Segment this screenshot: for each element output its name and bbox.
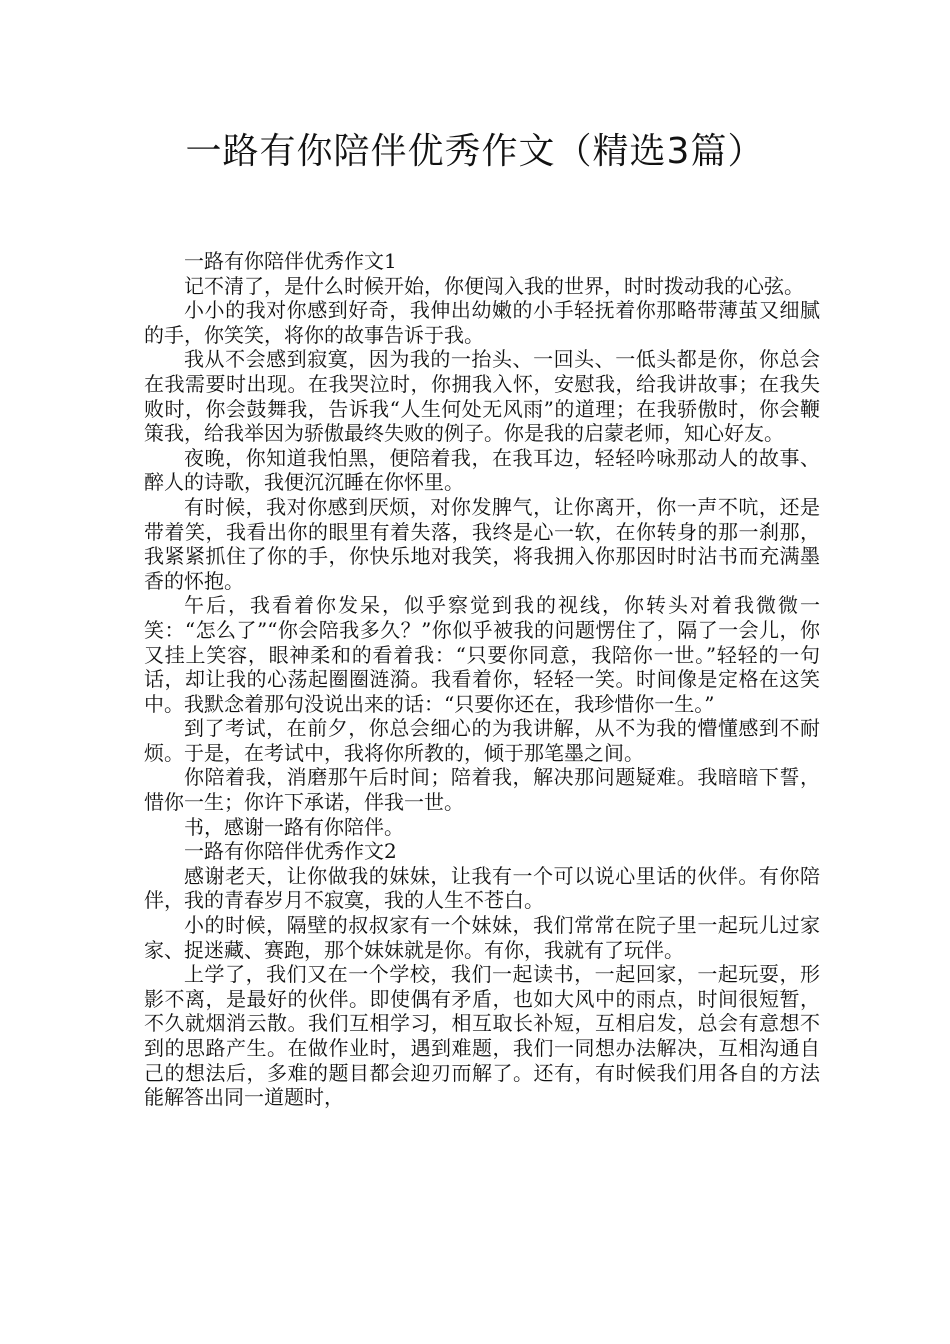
paragraph: 感谢老天，让你做我的妹妹，让我有一个可以说心里话的伙伴。有你陪伴，我的青春岁月不寂寞，我的人生不苍白。 <box>144 863 820 913</box>
essay-heading-1: 一路有你陪伴优秀作文1 <box>184 249 397 273</box>
paragraph: 小小的我对你感到好奇，我伸出幼嫩的小手轻抚着你那略带薄茧又细腻的手，你笑笑，将你的故事告诉于我。 <box>144 298 820 347</box>
paragraph: 到了考试，在前夕，你总会细心的为我讲解，从不为我的懵懂感到不耐烦。于是，在考试中，我将你所教的，倾于那笔墨之间。 <box>144 716 820 765</box>
essay-heading-2: 一路有你陪伴优秀作文2 <box>184 839 397 864</box>
paragraph: 小的时候，隔壁的叔叔家有一个妹妹，我们常常在院子里一起玩儿过家家、捉迷藏、赛跑，那个妹妹就是你。有你，我就有了玩伴。 <box>144 913 820 962</box>
document-body <box>144 249 820 1110</box>
paragraph: 有时候，我对你感到厌烦，对你发脾气，让你离开，你一声不吭，还是带着笑，我看出你的眼里有着失落，我终是心一软，在你转身的那一刹那，我紧紧抓住了你的手，你快乐地对我笑，将我拥入你那因时时沾书而充满墨香的怀抱。 <box>144 494 820 593</box>
document-title: 一路有你陪伴优秀作文（精选3篇） <box>185 131 765 172</box>
paragraph: 夜晚，你知道我怕黑，便陪着我，在我耳边，轻轻吟咏那动人的故事、醉人的诗歌，我便沉沉睡在你怀里。 <box>144 445 820 495</box>
paragraph: 我从不会感到寂寞，因为我的一抬头、一回头、一低头都是你，你总会在我需要时出现。在我哭泣时，你拥我入怀，安慰我，给我讲故事；在我失败时，你会鼓舞我，告诉我“人生何处无风雨”的道理；在我骄傲时，你会鞭策我，给我举因为骄傲最终失败的例子。你是我的启蒙老师，知心好友。 <box>144 347 820 446</box>
paragraph: 上学了，我们又在一个学校，我们一起读书，一起回家，一起玩耍，形影不离，是最好的伙伴。即使偶有矛盾，也如大风中的雨点，时间很短暂，不久就烟消云散。我们互相学习，相互取长补短，互相启发，总会有意想不到的思路产生。在做作业时，遇到难题，我们一同想办法解决，互相沟通自己的想法后，多难的题目都会迎刃而解了。还有，有时候我们用各自的方法能解答出同一道题时， <box>144 962 820 1110</box>
paragraph: 你陪着我，消磨那午后时间；陪着我，解决那问题疑难。我暗暗下誓，惜你一生；你许下承诺，伴我一世。 <box>144 765 820 815</box>
paragraph: 记不清了，是什么时候开始，你便闯入我的世界，时时拨动我的心弦。 <box>184 273 804 298</box>
paragraph: 午后，我看着你发呆，似乎察觉到我的视线，你转头对着我微微一笑：“怎么了”“你会陪我多久？”你似乎被我的问题愣住了，隔了一会儿，你又挂上笑容，眼神柔和的看着我：“只要你同意，我陪你一世。”轻轻的一句话，却让我的心荡起圈圈涟漪。我看着你，轻轻一笑。时间像是定格在这笑中。我默念着那句没说出来的话：“只要你还在，我珍惜你一生。” <box>144 593 820 716</box>
paragraph: 书，感谢一路有你陪伴。 <box>184 814 404 839</box>
